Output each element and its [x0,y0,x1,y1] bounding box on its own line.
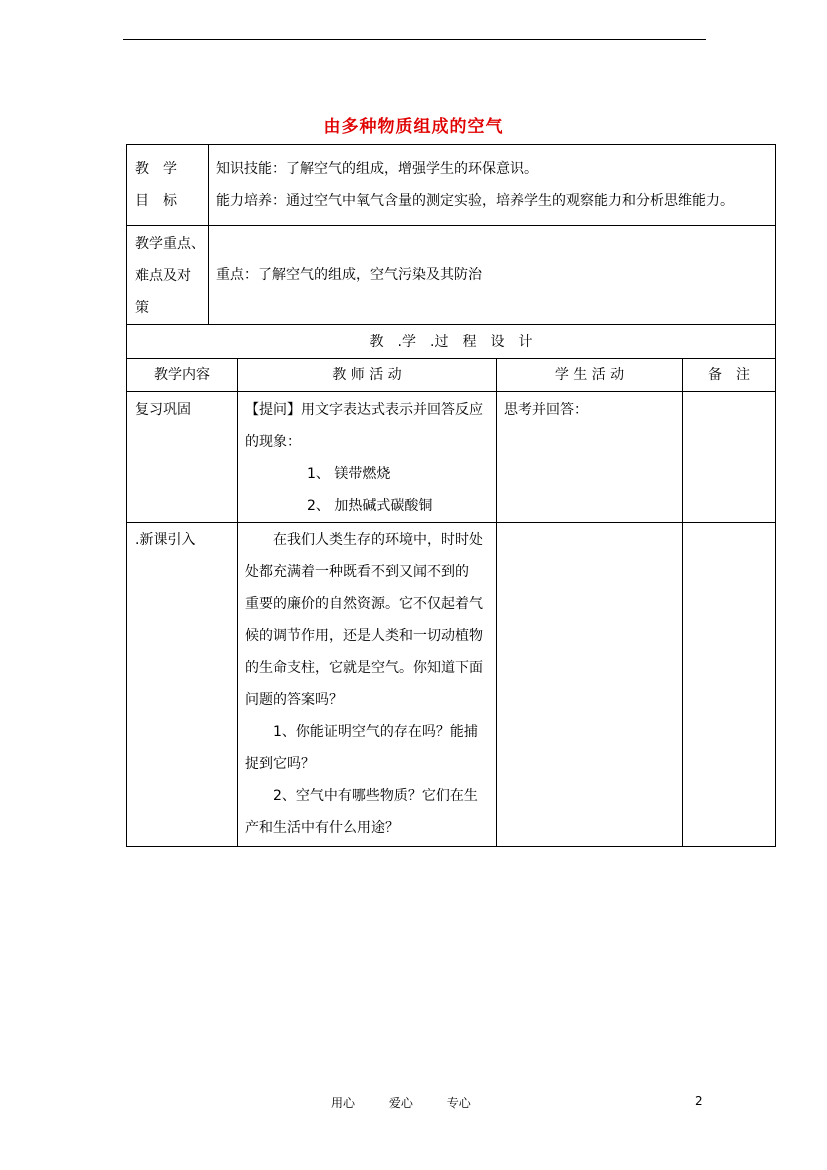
row-note-intro [683,523,776,847]
column-header-row [127,359,776,392]
col-header-content: 教学内容 [127,359,238,392]
col-header-note: 备 注 [683,359,776,392]
row-student-intro [497,523,683,847]
keypoints-row [127,226,776,325]
row-teacher-review: 【提问】用文字表达式表示并回答反应 的现象： 1、 镁带燃烧 2、 加热碱式碳酸铜 [238,392,497,523]
keypoints-label: 教学重点、 难点及对 策 [127,226,209,325]
header-rule [123,39,706,40]
row-content-review: 复习巩固 [127,392,238,523]
objective-knowledge: 知识技能：了解空气的组成，增强学生的环保意识。 [216,161,538,177]
row-note-review [683,392,776,523]
objectives-label: 教 学 目 标 [127,145,209,226]
row-teacher-intro: 在我们人类生存的环境中，时时处 处都充满着一种既看不到又闻不到的 重要的廉价的自然资源。它不仅起着气 候的调节作用，还是人类和一切动植物 的生命支柱，它就是空气。你知道下面 问题的答案吗？ 1、你能证明空气的存在吗？能捕 捉到它吗？ 2、空气中有哪些物质？它们在生 产和生活中有什么用途？ [238,523,497,847]
process-heading: 教 .学 .过 程 设 计 [127,325,776,359]
table-row [127,523,776,847]
page-number: 2 [695,1094,703,1108]
objectives-row [127,145,776,226]
col-header-teacher: 教 师 活 动 [238,359,497,392]
col-header-student: 学 生 活 动 [497,359,683,392]
footer-mottos: 用心 爱心 专心 [331,1096,471,1110]
table-row [127,392,776,523]
process-heading-row [127,325,776,359]
lesson-plan-table [126,144,776,847]
row-content-intro: .新课引入 [127,523,238,847]
objective-ability: 能力培养：通过空气中氧气含量的测定实验，培养学生的观察能力和分析思维能力。 [216,193,734,209]
objectives-text [209,145,776,226]
page-title: 由多种物质组成的空气 [323,117,504,137]
keypoints-text: 重点：了解空气的组成，空气污染及其防治 [209,226,776,325]
row-student-review: 思考并回答： [497,392,683,523]
